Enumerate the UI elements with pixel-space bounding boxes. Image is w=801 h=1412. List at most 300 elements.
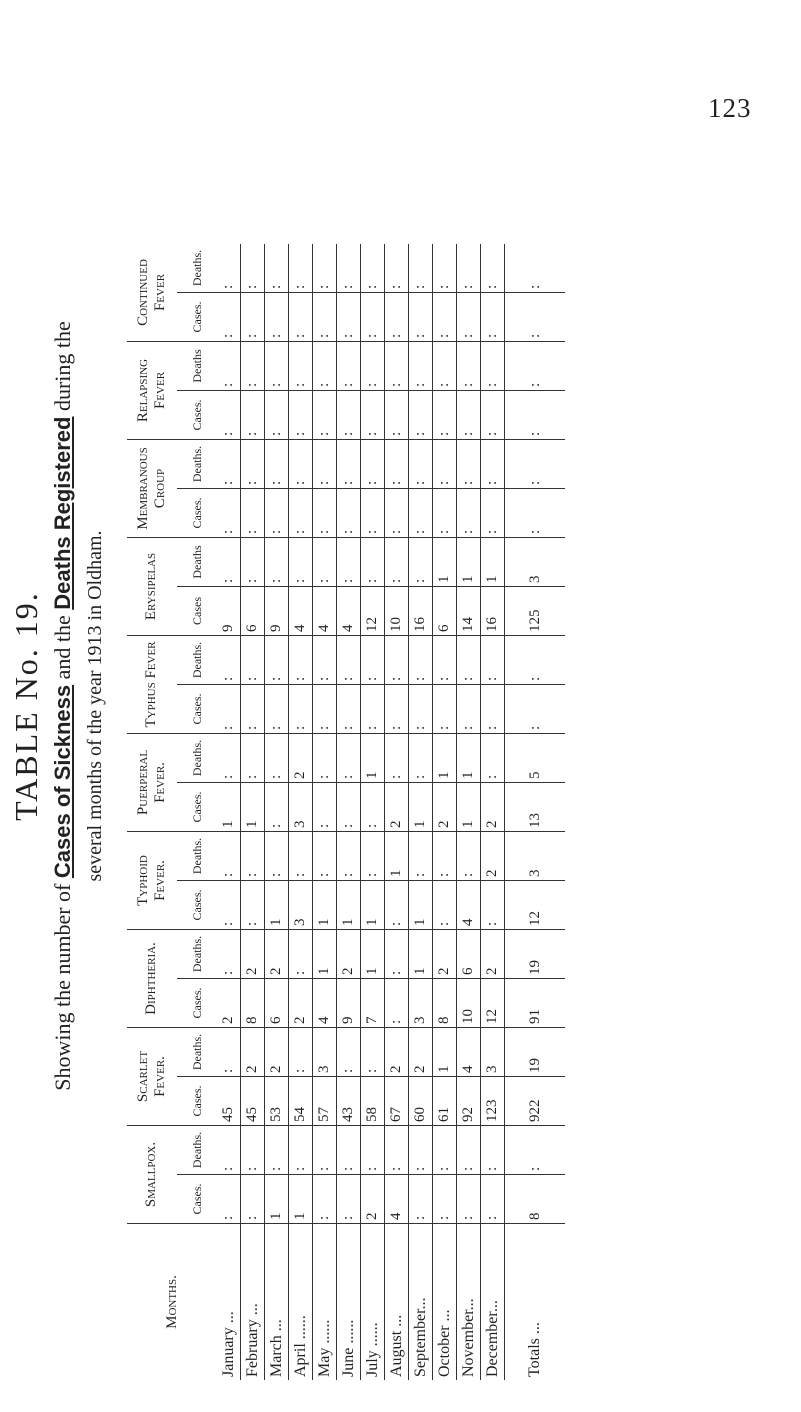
value-cell: : [217,293,241,342]
value-cell: : [265,244,289,293]
value-cell: : [217,489,241,538]
value-cell: : [313,293,337,342]
value-cell: 54 [289,1077,313,1126]
value-cell: 1 [265,881,289,930]
value-cell: : [217,734,241,783]
value-cell: : [265,636,289,685]
value-cell: 3 [289,783,313,832]
sub-header: Cases. [177,293,217,342]
value-cell: : [361,538,385,587]
value-cell: 4 [385,1175,409,1224]
value-cell: : [241,293,265,342]
value-cell: : [337,636,361,685]
value-cell: : [289,685,313,734]
month-cell: December... [481,1224,505,1381]
total-cell: 3 [505,832,566,881]
table-body [217,244,565,1380]
sub-header: Deaths. [177,244,217,293]
value-cell: : [409,685,433,734]
value-cell: 2 [289,979,313,1028]
value-cell: : [313,1175,337,1224]
value-cell: 2 [265,930,289,979]
value-cell: 16 [481,587,505,636]
value-cell: 3 [313,1028,337,1077]
subtitle-mid: and the [50,615,75,680]
value-cell: : [217,1175,241,1224]
month-cell: January ... [219,1311,237,1377]
value-cell: : [457,342,481,391]
value-cell: : [217,440,241,489]
table-subtitle [50,0,76,1412]
value-cell: 1 [217,783,241,832]
value-cell: 61 [433,1077,457,1126]
value-cell: 8 [241,979,265,1028]
value-cell: : [409,1175,433,1224]
sub-header: Deaths. [177,636,217,685]
subtitle-pre: Showing the number of [50,883,75,1091]
value-cell: : [409,342,433,391]
table-row [337,244,361,1380]
value-cell: : [265,342,289,391]
total-cell: 125 [505,587,566,636]
value-cell: : [217,391,241,440]
value-cell: 2 [385,783,409,832]
value-cell: : [385,881,409,930]
value-cell: 2 [433,930,457,979]
total-cell: 91 [505,979,566,1028]
value-cell: : [481,244,505,293]
value-cell: 2 [481,930,505,979]
value-cell: : [409,636,433,685]
month-cell: February ... [241,1224,265,1381]
value-cell: 1 [409,783,433,832]
value-cell: : [457,832,481,881]
table-subtitle-line2: several months of the year 1913 in Oldham. [84,530,106,882]
group-header: Puerperal Fever. [127,734,177,832]
value-cell: : [265,783,289,832]
value-cell: : [361,685,385,734]
group-header: Relapsing Fever [127,342,177,440]
value-cell: : [433,391,457,440]
value-cell: : [289,930,313,979]
value-cell: : [409,244,433,293]
value-cell: : [433,440,457,489]
group-header: Smallpox. [127,1126,177,1224]
total-cell: 19 [505,930,566,979]
value-cell: 58 [361,1077,385,1126]
value-cell: 2 [433,783,457,832]
value-cell: : [361,293,385,342]
month-cell: August ... [385,1224,409,1381]
value-cell: 45 [217,1077,241,1126]
value-cell: 1 [457,538,481,587]
value-cell: : [337,391,361,440]
sub-header: Cases. [177,489,217,538]
value-cell: : [313,734,337,783]
value-cell: : [265,391,289,440]
value-cell: : [241,244,265,293]
value-cell: : [433,342,457,391]
value-cell: : [217,538,241,587]
total-cell: 5 [505,734,566,783]
value-cell: : [361,636,385,685]
value-cell: : [217,832,241,881]
value-cell: : [313,783,337,832]
value-cell: 2 [409,1028,433,1077]
value-cell: 4 [457,1028,481,1077]
value-cell: : [289,391,313,440]
total-cell: 19 [505,1028,566,1077]
value-cell: : [241,538,265,587]
total-cell: 8 [505,1175,566,1224]
month-cell: May ...... [313,1224,337,1381]
table-row [241,244,265,1380]
value-cell: : [337,342,361,391]
value-cell: 2 [241,1028,265,1077]
value-cell: 2 [361,1175,385,1224]
value-cell: 2 [385,1028,409,1077]
value-cell: : [361,783,385,832]
value-cell: : [313,489,337,538]
value-cell: : [409,734,433,783]
value-cell: : [481,391,505,440]
value-cell: : [433,244,457,293]
value-cell: : [361,440,385,489]
value-cell: 12 [481,979,505,1028]
sub-header: Cases. [177,685,217,734]
sub-header: Cases. [177,979,217,1028]
value-cell: : [241,685,265,734]
sub-header: Deaths. [177,1126,217,1175]
value-cell: : [457,1126,481,1175]
table-title: TABLE No. 19. [8,591,44,821]
value-cell: : [313,538,337,587]
value-cell: : [409,1126,433,1175]
subtitle-post: during the [50,321,75,412]
value-cell: : [361,832,385,881]
value-cell: : [433,685,457,734]
value-cell: 1 [241,783,265,832]
value-cell: : [337,440,361,489]
value-cell: 1 [313,881,337,930]
value-cell: 1 [361,881,385,930]
table-row [385,244,409,1380]
value-cell: 2 [481,832,505,881]
value-cell: 67 [385,1077,409,1126]
value-cell: : [385,636,409,685]
value-cell: : [289,832,313,881]
value-cell: 6 [265,979,289,1028]
value-cell: 9 [265,587,289,636]
value-cell: : [241,636,265,685]
group-header: Continued Fever [127,244,177,342]
value-cell: : [265,832,289,881]
table-row [217,244,241,1380]
value-cell: : [481,440,505,489]
totals-row [505,244,566,1380]
table-row [313,244,337,1380]
value-cell: : [265,440,289,489]
value-cell: 1 [433,538,457,587]
table-row [457,244,481,1380]
value-cell: 4 [337,587,361,636]
value-cell: : [409,538,433,587]
table-row [289,244,313,1380]
value-cell: 1 [265,1175,289,1224]
value-cell: 1 [457,734,481,783]
value-cell: : [481,685,505,734]
value-cell: : [241,391,265,440]
value-cell: : [337,538,361,587]
value-cell: : [361,391,385,440]
value-cell: : [337,1126,361,1175]
value-cell: : [265,1126,289,1175]
value-cell: : [289,636,313,685]
value-cell: 3 [289,881,313,930]
value-cell: : [241,1126,265,1175]
value-cell: : [313,440,337,489]
table-row [265,244,289,1380]
value-cell: : [457,244,481,293]
total-cell: 922 [505,1077,566,1126]
value-cell: 16 [409,587,433,636]
value-cell: : [385,685,409,734]
sub-header: Cases. [177,1175,217,1224]
value-cell: 2 [337,930,361,979]
group-header: Scarlet Fever. [127,1028,177,1126]
value-cell: 53 [265,1077,289,1126]
value-cell: : [217,685,241,734]
value-cell: 2 [241,930,265,979]
sub-header: Deaths. [177,440,217,489]
value-cell: : [313,342,337,391]
value-cell: : [409,489,433,538]
value-cell: : [385,538,409,587]
value-cell: : [217,1028,241,1077]
value-cell: : [337,1028,361,1077]
value-cell: 60 [409,1077,433,1126]
sub-header: Cases. [177,1077,217,1126]
value-cell: : [433,1126,457,1175]
month-cell: April ...... [289,1224,313,1381]
value-cell: 12 [361,587,385,636]
value-cell: : [481,1126,505,1175]
value-cell: : [361,1028,385,1077]
sub-header: Deaths. [177,1028,217,1077]
value-cell: 1 [481,538,505,587]
total-cell: : [505,391,566,440]
subtitle-cases: Cases of Sickness [50,684,75,879]
value-cell: 2 [217,979,241,1028]
value-cell: 2 [265,1028,289,1077]
value-cell: : [241,342,265,391]
value-cell: : [217,1126,241,1175]
value-cell: : [289,342,313,391]
value-cell: : [457,636,481,685]
statistics-table [127,244,565,1380]
value-cell: : [241,440,265,489]
page-number: 123 [708,93,752,123]
group-header: Diphtheria. [127,930,177,1028]
value-cell: : [289,489,313,538]
group-header: Erysipelas [127,538,177,636]
sub-header: Cases. [177,881,217,930]
sub-header: Deaths. [177,930,217,979]
value-cell: : [337,783,361,832]
value-cell: : [265,538,289,587]
value-cell: : [217,342,241,391]
sub-header: Cases. [177,783,217,832]
value-cell: : [457,685,481,734]
value-cell: : [385,930,409,979]
value-cell: 1 [409,930,433,979]
value-cell: 57 [313,1077,337,1126]
value-cell: : [433,881,457,930]
value-cell: : [481,293,505,342]
value-cell: : [433,832,457,881]
value-cell: 123 [481,1077,505,1126]
value-cell: : [289,440,313,489]
value-cell: : [433,1175,457,1224]
value-cell: : [481,636,505,685]
months-header: Months. [163,1275,180,1329]
value-cell: 4 [313,587,337,636]
value-cell: : [241,1175,265,1224]
group-header: Typhus Fever [127,636,177,734]
value-cell: : [433,636,457,685]
value-cell: 2 [481,783,505,832]
total-cell: : [505,440,566,489]
value-cell: : [409,391,433,440]
value-cell: : [337,685,361,734]
value-cell: : [433,489,457,538]
value-cell: : [289,538,313,587]
value-cell: 1 [361,734,385,783]
table-row [409,244,433,1380]
table-row [433,244,457,1380]
value-cell: 92 [457,1077,481,1126]
value-cell: 4 [313,979,337,1028]
value-cell: 1 [289,1175,313,1224]
total-cell: : [505,1126,566,1175]
value-cell: : [481,1175,505,1224]
value-cell: : [337,1175,361,1224]
value-cell: 1 [457,783,481,832]
value-cell: : [241,832,265,881]
total-cell: : [505,244,566,293]
sub-header: Deaths [177,342,217,391]
value-cell: : [481,489,505,538]
value-cell: : [337,244,361,293]
value-cell: : [313,832,337,881]
value-cell: : [385,1126,409,1175]
value-cell: : [337,489,361,538]
value-cell: : [241,881,265,930]
month-cell: October ... [433,1224,457,1381]
value-cell: 10 [457,979,481,1028]
value-cell: : [385,293,409,342]
value-cell: 1 [433,1028,457,1077]
sub-header: Deaths. [177,832,217,881]
value-cell: : [385,342,409,391]
month-cell: September... [409,1224,433,1381]
value-cell: : [313,244,337,293]
value-cell: 7 [361,979,385,1028]
value-cell: 1 [313,930,337,979]
value-cell: : [409,832,433,881]
value-cell: : [289,293,313,342]
value-cell: : [313,685,337,734]
value-cell: 3 [409,979,433,1028]
value-cell: : [385,440,409,489]
month-cell: July ...... [361,1224,385,1381]
totals-label: Totals ... [505,1224,566,1381]
total-cell: 12 [505,881,566,930]
value-cell: 43 [337,1077,361,1126]
value-cell: 14 [457,587,481,636]
total-cell: : [505,489,566,538]
sub-header: Cases [177,587,217,636]
sub-header: Deaths [177,538,217,587]
value-cell: : [217,636,241,685]
value-cell: : [241,734,265,783]
value-cell: : [289,1126,313,1175]
value-cell: : [457,1175,481,1224]
value-cell: : [385,734,409,783]
value-cell: : [217,244,241,293]
value-cell: : [481,342,505,391]
value-cell: : [433,293,457,342]
value-cell: : [457,391,481,440]
value-cell: : [337,293,361,342]
value-cell: : [265,293,289,342]
value-cell: 8 [433,979,457,1028]
total-cell: : [505,293,566,342]
value-cell: 10 [385,587,409,636]
value-cell: 45 [241,1077,265,1126]
value-cell: : [241,489,265,538]
value-cell: : [217,930,241,979]
value-cell: : [361,244,385,293]
value-cell: : [313,1126,337,1175]
value-cell: : [457,440,481,489]
value-cell: 9 [217,587,241,636]
value-cell: : [409,440,433,489]
total-cell: : [505,342,566,391]
value-cell: : [385,391,409,440]
month-cell: March ... [265,1224,289,1381]
total-cell: 3 [505,538,566,587]
value-cell: : [385,244,409,293]
value-cell: : [265,489,289,538]
value-cell: : [481,734,505,783]
group-header: Membranous Croup [127,440,177,538]
value-cell: : [313,636,337,685]
total-cell: : [505,636,566,685]
table-row [361,244,385,1380]
value-cell: : [361,489,385,538]
value-cell: : [385,979,409,1028]
value-cell: 1 [361,930,385,979]
value-cell: : [337,734,361,783]
value-cell: : [337,832,361,881]
month-cell: June ...... [337,1224,361,1381]
value-cell: : [289,244,313,293]
value-cell: : [457,489,481,538]
value-cell: : [313,391,337,440]
value-cell: 2 [289,734,313,783]
value-cell: : [289,1028,313,1077]
